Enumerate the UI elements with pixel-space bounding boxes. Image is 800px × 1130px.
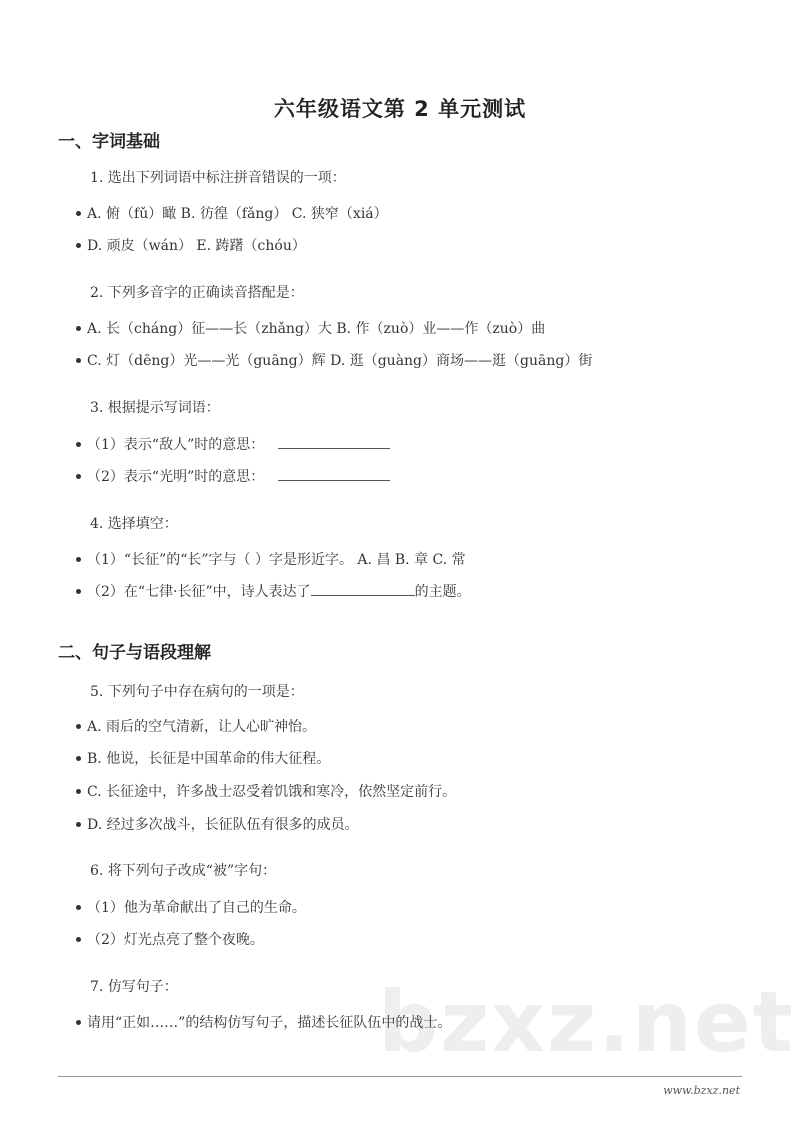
question-1-prompt: 1. 选出下列词语中标注拼音错误的一项： (90, 170, 346, 186)
bullet-icon (76, 326, 81, 331)
answer-blank[interactable] (278, 448, 390, 449)
section-heading-2: 二、句子与语段理解 (58, 643, 211, 663)
bullet-icon (76, 211, 81, 216)
bullet-icon (76, 789, 81, 794)
footer-url: www.bzxz.net (663, 1084, 740, 1097)
list-item: B. 他说，长征是中国革命的伟大征程。 (76, 748, 330, 768)
answer-blank[interactable] (278, 480, 390, 481)
bullet-icon (76, 474, 81, 479)
watermark: bzxz.net (378, 973, 795, 1071)
bullet-icon (76, 557, 81, 562)
footer-divider (58, 1076, 742, 1077)
bullet-icon (76, 1020, 81, 1025)
bullet-icon (76, 905, 81, 910)
bullet-icon (76, 937, 81, 942)
page-title: 六年级语文第 2 单元测试 (273, 97, 527, 121)
section-heading-1: 一、字词基础 (58, 132, 160, 152)
list-item: （1）“长征”的“长”字与（ ）字是形近字。 A. 昌 B. 章 C. 常 (76, 549, 466, 569)
list-item: D. 顽皮（wán） E. 踌躇（chóu） (76, 235, 306, 255)
question-4-prompt: 4. 选择填空： (90, 516, 178, 532)
question-5-prompt: 5. 下列句子中存在病句的一项是： (90, 684, 304, 700)
question-7-prompt: 7. 仿写句子： (90, 979, 178, 995)
list-item: A. 俯（fǔ）瞰 B. 彷徨（fǎng） C. 狭窄（xiá） (76, 203, 388, 223)
bullet-icon (76, 756, 81, 761)
list-item: （2）在“七律·长征”中，诗人表达了 的主题。 (76, 581, 471, 601)
question-3-prompt: 3. 根据提示写词语： (90, 400, 220, 416)
list-item: 请用“正如……”的结构仿写句子，描述长征队伍中的战士。 (76, 1012, 451, 1032)
bullet-icon (76, 589, 81, 594)
list-item: A. 雨后的空气清新，让人心旷神怡。 (76, 716, 316, 736)
question-2-prompt: 2. 下列多音字的正确读音搭配是： (90, 285, 304, 301)
bullet-icon (76, 442, 81, 447)
answer-blank[interactable] (311, 595, 415, 596)
bullet-icon (76, 243, 81, 248)
list-item: A. 长（cháng）征——长（zhǎng）大 B. 作（zuò）业——作（zuò）曲 (76, 318, 545, 338)
list-item: （2）表示“光明”时的意思： (76, 466, 390, 486)
question-6-prompt: 6. 将下列句子改成“被”字句： (90, 863, 277, 879)
bullet-icon (76, 724, 81, 729)
list-item: （2）灯光点亮了整个夜晚。 (76, 929, 264, 949)
list-item: （1）他为革命献出了自己的生命。 (76, 897, 306, 917)
bullet-icon (76, 358, 81, 363)
bullet-icon (76, 822, 81, 827)
list-item: C. 长征途中，许多战士忍受着饥饿和寒冷，依然坚定前行。 (76, 781, 456, 801)
list-item: （1）表示“敌人”时的意思： (76, 434, 390, 454)
list-item: D. 经过多次战斗，长征队伍有很多的成员。 (76, 814, 359, 834)
list-item: C. 灯（dēng）光——光（guāng）辉 D. 逛（guàng）商场——逛（guāng）街 (76, 350, 592, 370)
